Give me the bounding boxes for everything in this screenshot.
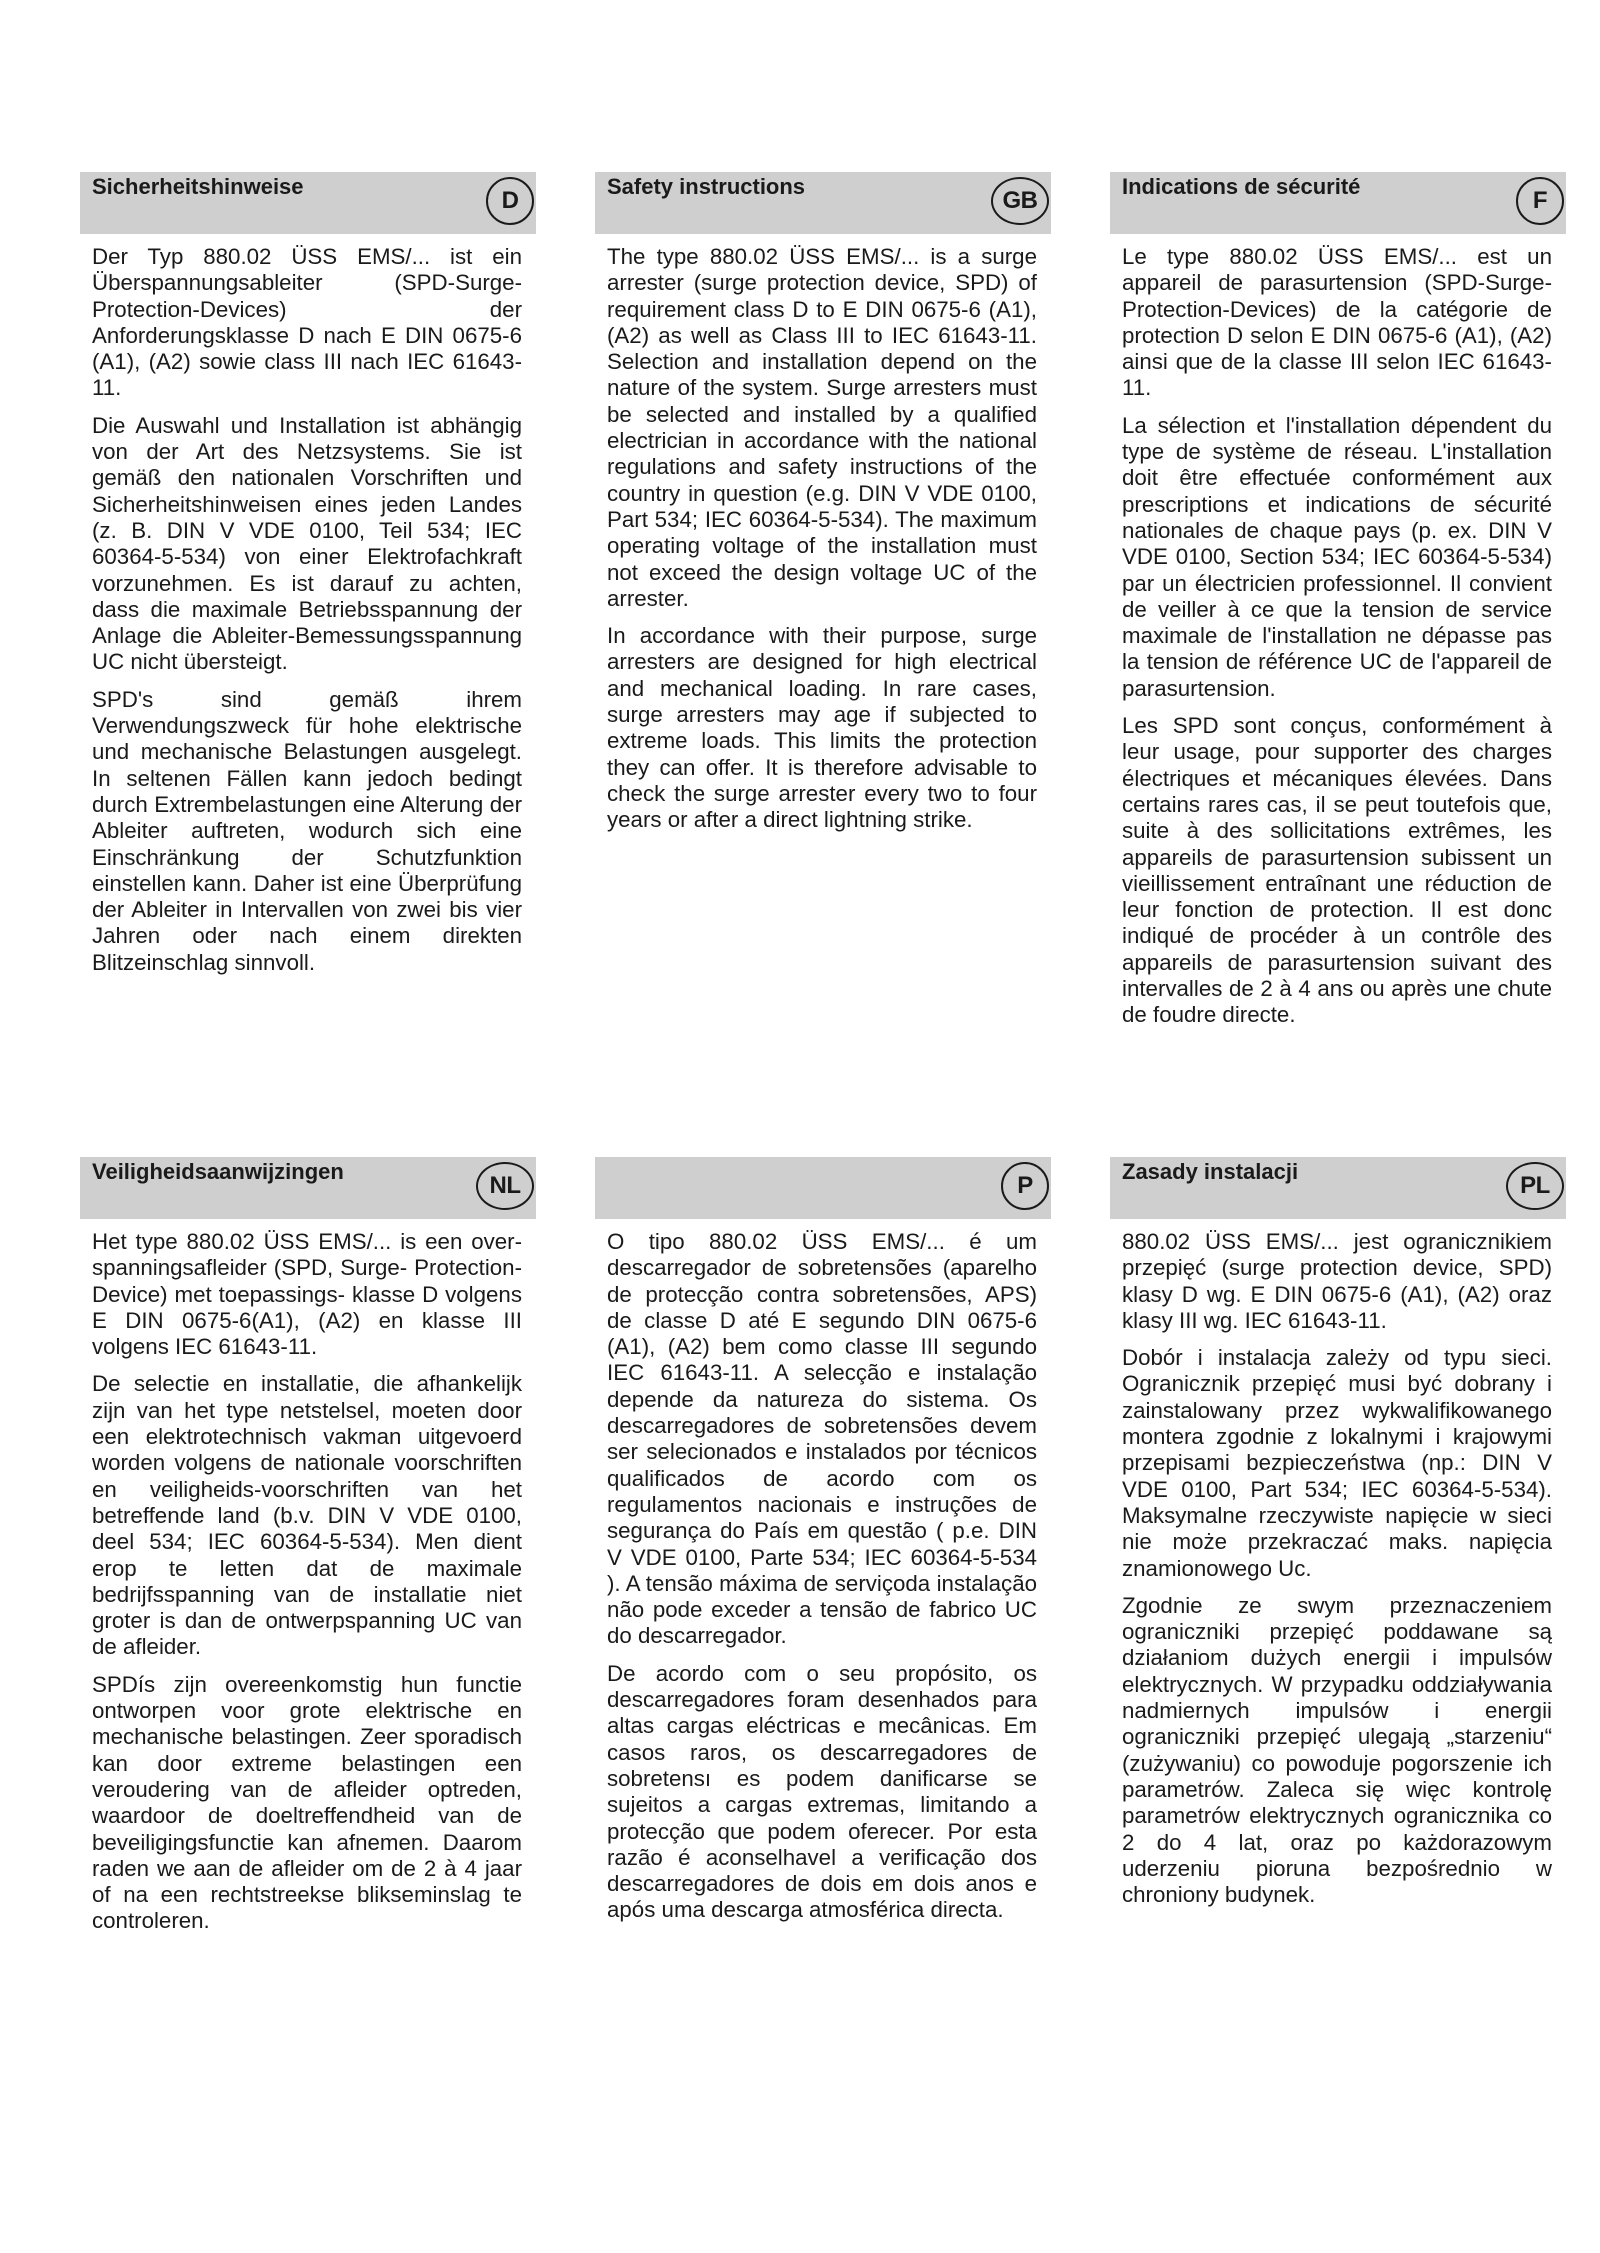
section-body — [1110, 234, 1566, 1029]
section-pl — [1110, 1157, 1566, 1919]
language-badge-de: D — [486, 177, 534, 225]
language-badge-pt: P — [1001, 1162, 1049, 1210]
paragraph: Le type 880.02 ÜSS EMS/... est un appareil de parasurtension (SPD-Surge- Protection-Devices) de la catégorie de protection D selon E DIN 0675-6 (A1), (A2) ainsi que de la classe III selon IEC 61643-11. — [1122, 244, 1552, 401]
section-title: Veiligheidsaanwijzingen — [92, 1159, 344, 1184]
paragraph: La sélection et l'installation dépendent du type de système de réseau. L'installation doit être effectuée conformément aux prescriptions et indications de sécurité nationales de chaque pays (p. ex. DIN V VDE 0100, Section 534; IEC 60364-5-534) par un électricien professionnel. Il convient de veiller à ce que la tension de service maximale de l'installation ne dépasse pas la tension de référence UC de l'appareil de parasurtension. — [1122, 412, 1552, 701]
section-header — [80, 172, 536, 234]
language-badge-pl: PL — [1506, 1162, 1564, 1210]
section-header — [1110, 1157, 1566, 1219]
language-badge-gb: GB — [991, 177, 1049, 225]
section-body — [80, 234, 536, 976]
paragraph: SPD's sind gemäß ihrem Verwendungszweck für hohe elektrische und mechanische Belastungen ausgelegt. In seltenen Fällen kann jedoch bedingt durch Extrembelastungen eine Alterung der Ableiter auftreten, wodurch sich eine Einschränkung der Schutzfunktion einstellen kann. Daher ist eine Überprüfung der Ableiter in Intervallen von zwei bis vier Jahren oder nach einem direkten Blitzeinschlag sinnvoll. — [92, 686, 522, 975]
section-fr — [1110, 172, 1566, 1040]
paragraph: Der Typ 880.02 ÜSS EMS/... ist ein Überspannungsableiter (SPD-Surge-Protection-Devices) der Anforderungsklasse D nach E DIN 0675-6 (A1), (A2) sowie class III nach IEC 61643-11. — [92, 244, 522, 401]
section-body — [1110, 1219, 1566, 1908]
paragraph: Die Auswahl und Installation ist abhängig von der Art des Netzsystems. Sie ist gemäß den nationalen Vorschriften und Sicherheitshinweisen eines jeden Landes (z. B. DIN V VDE 0100, Teil 534; IEC 60364-5-534) von einer Elektrofachkraft vorzunehmen. Es ist darauf zu achten, dass die maximale Betriebsspannung der Anlage die Ableiter-Bemessungsspannung UC nicht übersteigt. — [92, 412, 522, 675]
paragraph: O tipo 880.02 ÜSS EMS/... é um descarregador de sobretensões (aparelho de protecção contra sobretensões, APS) de classe D até E segundo DIN 0675-6 (A1), (A2) bem como classe III segundo IEC 61643-11. A selecção e instalação depende da natureza do sistema. Os descarregadores de sobretensões devem ser selecionados e instalados por técnicos qualificados de acordo com os regulamentos nacionais e instruções de segurança do País em questão ( p.e. DIN V VDE 0100, Parte 534; IEC 60364-5-534 ). A tensão máxima de serviçoda instalação não pode exceder a tensão de fabrico UC do descarregador. — [607, 1229, 1037, 1649]
section-gb — [595, 172, 1051, 845]
section-de — [80, 172, 536, 987]
section-title: Safety instructions — [607, 174, 806, 199]
paragraph: SPDís zijn overeenkomstig hun functie ontworpen voor grote elektrische en mechanische belastingen. Zeer sporadisch kan door extreme belastingen een veroudering van de afleider optreden, waardoor de doeltreffendheid van de beveiligingsfunctie kan afnemen. Daarom raden we aan de afleider om de 2 à 4 jaar of na een rechtstreekse blikseminslag te controleren. — [92, 1671, 522, 1934]
section-nl — [80, 1157, 536, 1946]
paragraph: Dobór i instalacja zależy od typu sieci. Ogranicznik przepięć musi być dobrany i zainstalowany przez wykwalifikowanego montera zgodnie z lokalnymi i krajowymi przepisami bezpieczeństwa (np.: DIN V VDE 0100, Part 534; IEC 60364-5-534). Maksymalne rzeczywiste napięcie w sieci nie może przekraczać maks. napięcia znamionowego Uc. — [1122, 1345, 1552, 1581]
paragraph: De acordo com o seu propósito, os descarregadores foram desenhados para altas cargas eléctricas e mecânicas. Em casos raros, os descarregadores de sobretensı es podem danificarse se sujeitos a cargas extremas, limitando a protecção que podem oferecer. Por esta razão é aconselhavel a verificação dos descarregadores de dois em dois anos e após uma descarga atmosférica directa. — [607, 1660, 1037, 1923]
section-body — [595, 234, 1051, 834]
paragraph: De selectie en installatie, die afhankelijk zijn van het type netstelsel, moeten door een elektrotechnisch vakman uitgevoerd worden volgens de nationale voorschriften en veiligheids-voorschriften van het betreffende land (b.v. DIN V VDE 0100, deel 534; IEC 60364-5-534). Men dient erop te letten dat de maximale bedrijfsspanning van de installatie niet groter is dan de ontwerpspanning UC van de afleider. — [92, 1371, 522, 1660]
paragraph: In accordance with their purpose, surge arresters are designed for high electrical and mechanical loading. In rare cases, surge arresters may age if subjected to extreme loads. This limits the protection they can offer. It is therefore advisable to check the surge arrester every two to four years or after a direct lightning strike. — [607, 623, 1037, 833]
language-badge-nl: NL — [476, 1162, 534, 1210]
paragraph: Zgodnie ze swym przeznaczeniem ograniczniki przepięć poddawane są działaniom dużych energii i impulsów elektrycznych. W przypadku oddziaływania nadmiernych impulsów i energii ograniczniki przepięć ulegają „starzeniu“ (zużywaniu) co powoduje pogorszenie ich parametrów. Zaleca się więc kontrolę parametrów elektrycznych ogranicznika co 2 do 4 lat, oraz po każdorazowym uderzeniu pioruna bezpośrednio w chroniony budynek. — [1122, 1592, 1552, 1908]
paragraph: Het type 880.02 ÜSS EMS/... is een over- spanningsafleider (SPD, Surge- Protection-Device) met toepassings- klasse D volgens E DIN 0675-6(A1), (A2) en klasse III volgens IEC 61643-11. — [92, 1229, 522, 1360]
section-title: Sicherheitshinweise — [92, 174, 304, 199]
section-title: Zasady instalacji — [1122, 1159, 1299, 1184]
section-pt — [595, 1157, 1051, 1935]
section-header — [80, 1157, 536, 1219]
section-body — [80, 1219, 536, 1935]
section-body — [595, 1219, 1051, 1924]
section-header — [1110, 172, 1566, 234]
section-header — [595, 172, 1051, 234]
paragraph: The type 880.02 ÜSS EMS/... is a surge arrester (surge protection device, SPD) of requirement class D to E DIN 0675-6 (A1), (A2) as well as Class III to IEC 61643-11. Selection and installation depend on the nature of the system. Surge arresters must be selected and installed by a qualified electrician in accordance with the national regulations and safety instructions of the country in question (e.g. DIN V VDE 0100, Part 534; IEC 60364-5-534). The maximum operating voltage of the installation must not exceed the design voltage UC of the arrester. — [607, 244, 1037, 611]
language-badge-fr: F — [1516, 177, 1564, 225]
section-title: Indications de sécurité — [1122, 174, 1361, 199]
paragraph: Les SPD sont conçus, conformément à leur usage, pour supporter des charges électriques et mécaniques élevées. Dans certains rares cas, il se peut toutefois que, suite à des sollicitations extrêmes, les appareils de parasurtension subissent un vieillissement entraînant une réduction de leur fonction de protection. Il est donc indiqué de procéder à un contrôle des appareils de parasurtension suivant des intervalles de 2 à 4 ans ou après une chute de foudre directe. — [1122, 713, 1552, 1028]
section-header — [595, 1157, 1051, 1219]
paragraph: 880.02 ÜSS EMS/... jest ogranicznikiem przepięć (surge protection device, SPD) klasy D wg. E DIN 0675-6 (A1), (A2) oraz klasy III wg. IEC 61643-11. — [1122, 1229, 1552, 1333]
